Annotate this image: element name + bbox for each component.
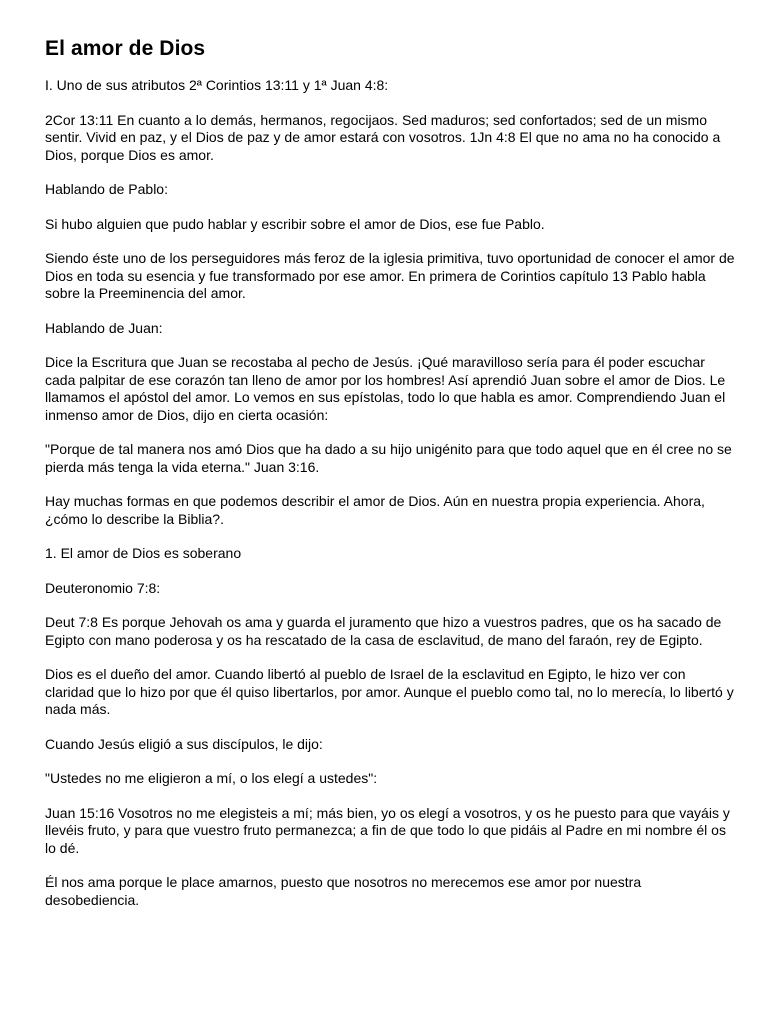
paragraph-heading-pablo: Hablando de Pablo: xyxy=(45,181,168,197)
paragraph-quote-juan-3-16: "Porque de tal manera nos amó Dios que ha dado a su hijo unigénito para que todo aquel que en él cree no se pierda más tenga la vida eterna." Juan 3:16. xyxy=(45,441,732,475)
paragraph-quote-ustedes: "Ustedes no me eligieron a mí, o los elegí a ustedes": xyxy=(45,770,378,786)
paragraph-heading-juan: Hablando de Juan: xyxy=(45,319,163,336)
document-title: El amor de Dios xyxy=(45,37,206,60)
paragraph-verse-2cor-1jn: 2Cor 13:11 En cuanto a lo demás, hermanos, regocijaos. Sed maduros; sed confortados; sed de un mismo sentir. Vivid en paz, y el Dios de paz y de amor estará con vosotros. 1Jn 4:8 El que no ama no ha conocido a Dios, porque Dios es amor. xyxy=(45,111,721,163)
paragraph-verse-deut-7-8: Deut 7:8 Es porque Jehovah os ama y guarda el juramento que hizo a vuestros padres, que os ha sacado de Egipto con mano poderosa y os ha rescatado de la casa de esclavitud, de mano del faraón, rey de Egipto. xyxy=(45,614,722,648)
paragraph-pablo-2: Siendo éste uno de los perseguidores más feroz de la iglesia primitiva, tuvo oportunidad de conocer el amor de Dios en toda su esencia y fue transformado por ese amor. En primera de Corintios capítulo 13 Pablo habla sobre la Preeminencia del amor. xyxy=(45,250,735,301)
paragraph-biblia-question: Hay muchas formas en que podemos describir el amor de Dios. Aún en nuestra propia experiencia. Ahora, ¿cómo lo describe la Biblia?. xyxy=(45,493,705,527)
paragraph-deuteronomio-ref: Deuteronomio 7:8: xyxy=(45,579,161,596)
document-page xyxy=(45,36,735,926)
paragraph-attributes-intro: I. Uno de sus atributos 2ª Corintios 13:11 y 1ª Juan 4:8: xyxy=(45,77,389,93)
paragraph-verse-juan-15-16: Juan 15:16 Vosotros no me elegisteis a mí; más bien, yo os elegí a vosotros, y os he puesto para que vayáis y llevéis fruto, y para que vuestro fruto permanezca; a fin de que todo lo que pidáis al Padre en mi nombre él os lo dé. xyxy=(45,804,730,856)
paragraph-nos-ama: Él nos ama porque le place amarnos, puesto que nosotros no merecemos ese amor por nuestra desobediencia. xyxy=(45,874,642,908)
paragraph-jesus-discipulos: Cuando Jesús eligió a sus discípulos, le dijo: xyxy=(45,735,323,752)
paragraph-pablo-1: Si hubo alguien que pudo hablar y escribir sobre el amor de Dios, ese fue Pablo. xyxy=(45,215,545,232)
paragraph-heading-soberano: 1. El amor de Dios es soberano xyxy=(45,545,242,561)
paragraph-dueno-del-amor: Dios es el dueño del amor. Cuando libertó al pueblo de Israel de la esclavitud en Egipto, le hizo ver con claridad que lo hizo por que él quiso libertarlos, por amor. Aunque el pueblo como tal, no lo merecía, lo libertó y nada más. xyxy=(45,666,734,717)
paragraph-juan-1: Dice la Escritura que Juan se recostaba al pecho de Jesús. ¡Qué maravilloso sería para él poder escuchar cada palpitar de ese corazón tan lleno de amor por los hombres! Así aprendió Juan sobre el amor de Dios. Le llamamos el apóstol del amor. Lo vemos en sus epístolas, todo lo que habla es amor. Comprendiendo Juan el inmenso amor de Dios, dijo en cierta ocasión: xyxy=(45,354,726,423)
